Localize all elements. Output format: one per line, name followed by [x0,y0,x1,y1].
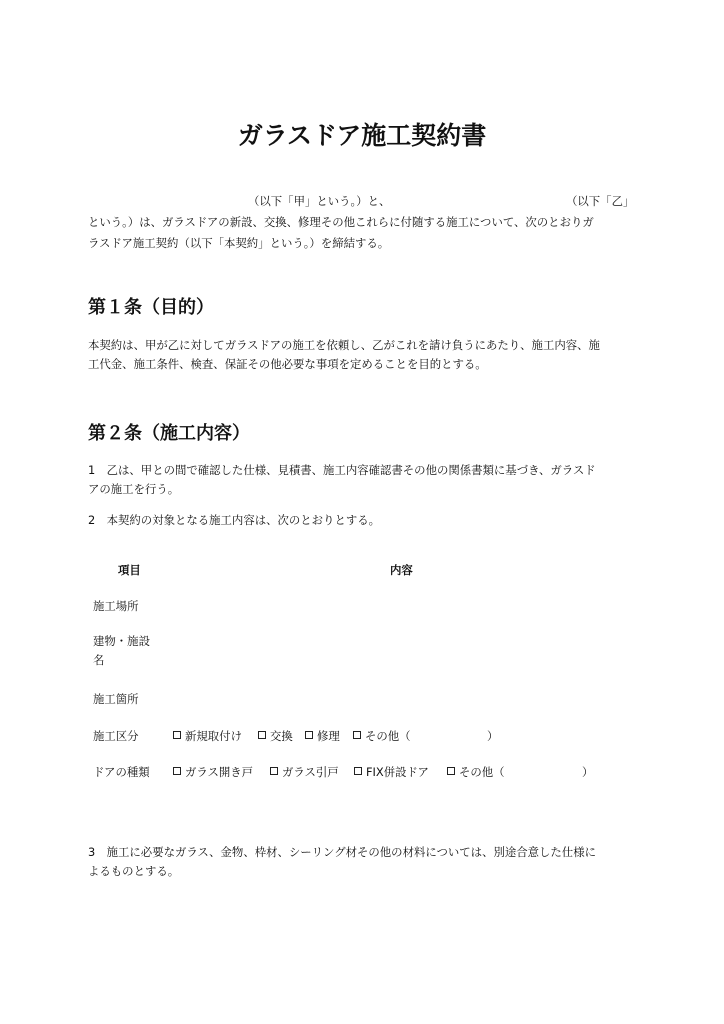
intro-party-b-ref: （以下「乙」 [566,194,635,208]
checkbox-icon [173,767,181,775]
table-row-site-label: 施工場所 [93,599,139,613]
category-option-repair[interactable]: 修理 [305,726,340,747]
checkbox-icon [354,767,362,775]
intro-party-a-ref: （以下「甲」という。）と、 [248,194,391,208]
table-header-item: 項目 [118,563,141,577]
category-option-new[interactable]: 新規取付け [173,726,242,747]
table-row-building-label-1: 建物・施設 [93,634,150,648]
table-row-category-label: 施工区分 [93,729,139,743]
table-row-location-label: 施工箇所 [93,692,139,706]
door-option-fix[interactable]: FIX併設ドア [354,762,429,783]
article-1-line-2: 工代金、施工条件、検査、保証その他必要な事項を定めることを目的とする。 [88,357,487,371]
article-2-heading: 第２条（施工内容） [88,423,250,444]
checkbox-icon [447,767,455,775]
article-2-clause-1-line-2: アの施工を行う。 [88,482,180,496]
checkbox-icon [270,767,278,775]
article-1-heading: 第１条（目的） [88,297,214,318]
category-option-replace[interactable]: 交換 [258,726,293,747]
article-1-line-1: 本契約は、甲が乙に対してガラスドアの施工を依頼し、乙がこれを請け負うにあたり、施工内容、施 [88,338,600,352]
category-option-other[interactable]: その他（ [353,726,411,747]
checkbox-icon [305,731,313,739]
door-other-close: ） [582,765,594,779]
table-header-content: 内容 [390,563,413,577]
table-row-building-label-2: 名 [93,653,105,667]
checkbox-icon [173,731,181,739]
door-option-other[interactable]: その他（ [447,762,505,783]
table-row-door-type-label: ドアの種類 [93,765,150,779]
door-option-sliding[interactable]: ガラス引戸 [270,762,339,783]
checkbox-icon [258,731,266,739]
checkbox-icon [353,731,361,739]
category-other-close: ） [487,729,499,743]
intro-line-2: という。）は、ガラスドアの新設、交換、修理その他これらに付随する施工について、次のとおりガ [88,215,594,229]
door-option-hinged[interactable]: ガラス開き戸 [173,762,253,783]
article-2-clause-2: 2 本契約の対象となる施工内容は、次のとおりとする。 [88,513,381,527]
article-2-clause-3-line-2: よるものとする。 [88,864,180,878]
document-title: ガラスドア施工契約書 [237,121,487,150]
article-2-clause-1-line-1: 1 乙は、甲との間で確認した仕様、見積書、施工内容確認書その他の関係書類に基づき、ガラスド [88,463,596,477]
article-2-clause-3-line-1: 3 施工に必要なガラス、金物、枠材、シーリング材その他の材料については、別途合意した仕様に [88,845,596,859]
intro-line-3: ラスドア施工契約（以下「本契約」という。）を締結する。 [88,236,390,250]
